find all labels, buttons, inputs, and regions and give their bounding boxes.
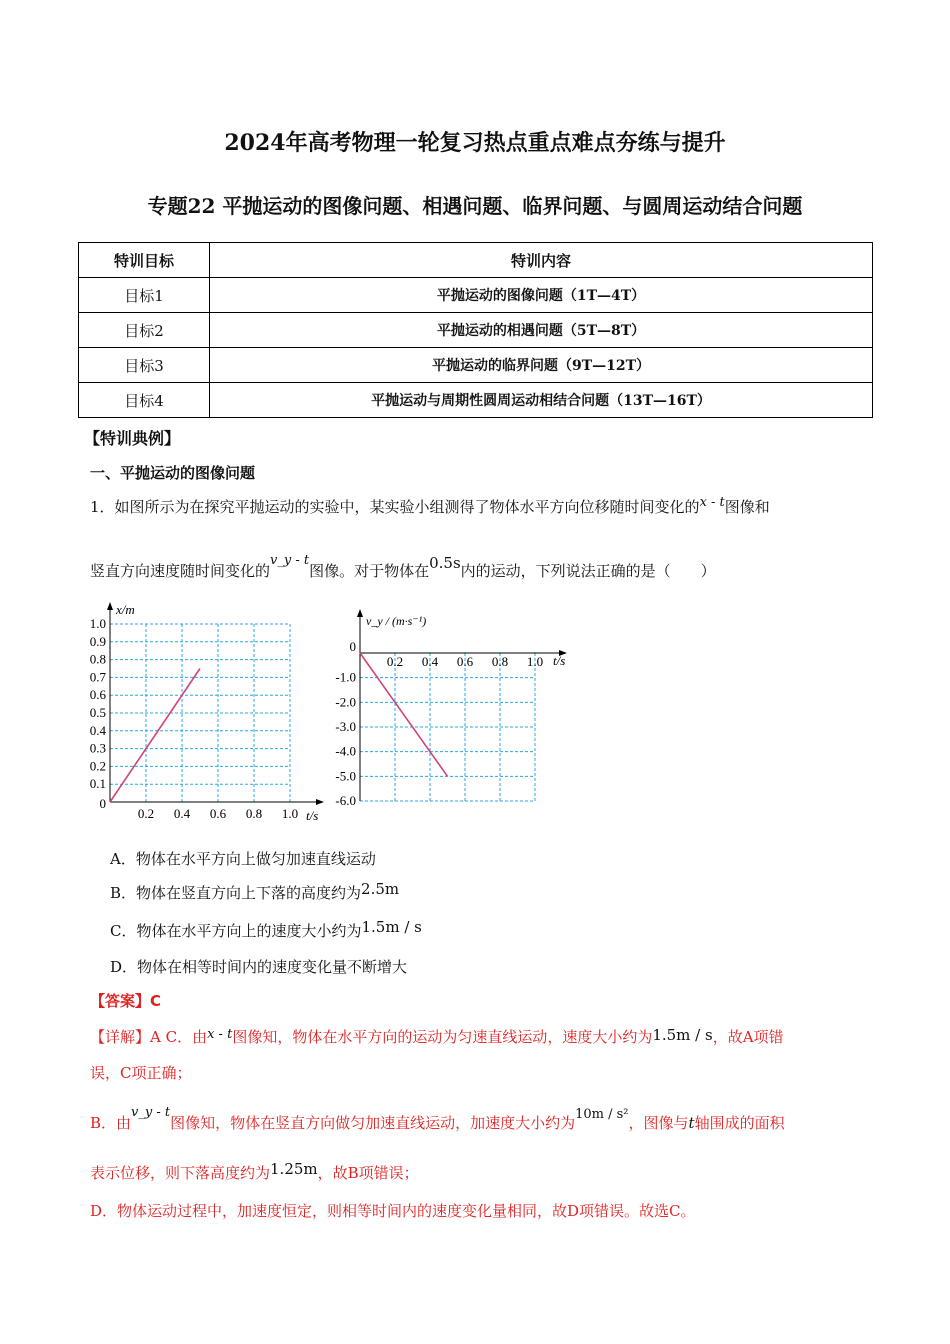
y-tick-label: 1.0 xyxy=(89,616,106,631)
option-c xyxy=(110,920,422,941)
detail-value: 10m / s² xyxy=(575,1107,629,1122)
y-tick-label: 0 xyxy=(349,639,356,654)
y-tick-label: -4.0 xyxy=(335,743,356,759)
detail-line-5: D．物体运动过程中，加速度恒定，则相等时间内的速度变化量相同，故D项错误。故选C。 xyxy=(90,1202,696,1220)
page-title: 2024年高考物理一轮复习热点重点难点夯练与提升 xyxy=(224,130,726,156)
x-axis-label: t/s xyxy=(306,808,319,823)
y-tick-label: -5.0 xyxy=(335,768,356,784)
math-x-t: x - t xyxy=(699,495,725,510)
option-d xyxy=(110,956,407,977)
x-axis-label: t/s xyxy=(553,653,566,668)
question-text: 1．如图所示为在探究平抛运动的实验中，某实验小组测得了物体水平方向位移随时间变化的 xyxy=(90,498,700,516)
table-cell-content: 平抛运动的相遇问题（5T—8T） xyxy=(210,313,873,348)
table-row xyxy=(79,348,873,383)
x-tick-label: 1.0 xyxy=(526,654,544,669)
question-line-1 xyxy=(90,496,870,520)
option-label: A．物体在水平方向上做匀加速直线运动 xyxy=(110,850,376,868)
option-value: 1.5m / s xyxy=(361,918,422,936)
y-tick-label: 0.7 xyxy=(89,669,106,685)
table-header-target: 特训目标 xyxy=(79,243,210,278)
table-cell-target: 目标2 xyxy=(79,313,210,348)
page-subtitle: 专题22 平抛运动的图像问题、相遇问题、临界问题、与圆周运动结合问题 xyxy=(147,194,803,218)
answer-label: 【答案】C xyxy=(90,992,162,1010)
y-tick-label: 0.1 xyxy=(89,776,106,792)
option-label: C．物体在水平方向上的速度大小约为 xyxy=(110,922,362,940)
x-tick-label: 0.4 xyxy=(173,806,191,821)
detail-text: 【详解】A C．由 xyxy=(90,1028,208,1046)
question-line-2 xyxy=(90,553,870,584)
x-tick-label: 1.0 xyxy=(281,806,299,821)
example-heading: 【特训典例】 xyxy=(84,429,181,448)
series-line xyxy=(110,669,200,803)
x-tick-label: 0.6 xyxy=(209,806,227,821)
option-b xyxy=(110,882,399,903)
y-tick-label: 0.5 xyxy=(89,705,106,720)
table-cell-content: 平抛运动与周期性圆周运动相结合问题（13T—16T） xyxy=(210,383,873,418)
x-t-chart xyxy=(80,600,330,825)
y-axis-arrow xyxy=(107,602,113,610)
detail-text: ，故B项错误； xyxy=(317,1164,419,1182)
x-tick-label: 0.8 xyxy=(491,654,509,669)
detail-text: 轴围成的面积 xyxy=(694,1114,785,1132)
question-text: 竖直方向速度随时间变化的 xyxy=(90,562,271,580)
table-cell-content: 平抛运动的临界问题（9T—12T） xyxy=(210,348,873,383)
detail-text: ，故A项错 xyxy=(712,1028,784,1046)
question-text: 内的运动，下列说法正确的是（ ） xyxy=(460,562,716,580)
detail-line-1 xyxy=(90,1026,870,1050)
y-tick-label: 0.4 xyxy=(89,722,106,738)
detail-var: t xyxy=(688,1114,695,1132)
detail-line-3 xyxy=(90,1105,870,1136)
x-tick-label: 0.2 xyxy=(137,806,155,821)
detail-value: 1.25m xyxy=(270,1160,318,1178)
y-tick-label: 0.3 xyxy=(89,740,106,756)
detail-line-2: 误，C项正确； xyxy=(90,1064,192,1082)
part-heading: 一、平抛运动的图像问题 xyxy=(90,464,256,482)
math-vy-t: v_y - t xyxy=(270,553,310,568)
y-tick-label: -2.0 xyxy=(335,694,356,710)
table-cell-target: 目标3 xyxy=(79,348,210,383)
y-tick-label: 0.6 xyxy=(89,687,106,703)
y-tick-label: 0 xyxy=(99,796,106,811)
y-tick-label: 0.8 xyxy=(89,651,106,667)
option-label: D．物体在相等时间内的速度变化量不断增大 xyxy=(110,958,408,976)
goals-table xyxy=(78,242,873,418)
y-axis-label: x/m xyxy=(116,602,135,617)
table-cell-target: 目标1 xyxy=(79,278,210,313)
detail-value: 1.5m / s xyxy=(652,1026,713,1044)
detail-text: B．由 xyxy=(90,1114,132,1132)
table-header-row xyxy=(79,243,873,278)
option-value: 2.5m xyxy=(361,880,400,898)
option-label: B．物体在竖直方向上下落的高度约为 xyxy=(110,884,362,902)
detail-text: 图像知，物体在水平方向的运动为匀速直线运动，速度大小约为 xyxy=(232,1028,653,1046)
detail-text: 表示位移，则下落高度约为 xyxy=(90,1164,271,1182)
y-tick-label: -1.0 xyxy=(335,669,356,685)
option-a xyxy=(110,848,376,869)
detail-text: ，图像与 xyxy=(628,1114,689,1132)
vy-t-chart xyxy=(325,605,585,805)
x-tick-label: 0.4 xyxy=(421,654,439,669)
x-axis-arrow xyxy=(316,799,324,805)
x-tick-label: 0.2 xyxy=(386,654,404,669)
table-row xyxy=(79,383,873,418)
y-axis-label: v_y / (m·s⁻¹) xyxy=(366,614,427,628)
question-text: 图像和 xyxy=(724,498,770,516)
y-tick-label: -6.0 xyxy=(335,793,356,805)
table-header-content: 特训内容 xyxy=(210,243,873,278)
y-tick-label: 0.2 xyxy=(89,758,106,774)
question-text: 图像。对于物体在 xyxy=(309,562,430,580)
x-tick-label: 0.6 xyxy=(456,654,474,669)
y-tick-label: -3.0 xyxy=(335,719,356,734)
y-axis-arrow xyxy=(357,609,363,617)
math-vy-t: v_y - t xyxy=(131,1105,171,1120)
detail-text: 图像知，物体在竖直方向做匀加速直线运动，加速度大小约为 xyxy=(170,1114,576,1132)
y-tick-label: 0.9 xyxy=(89,633,106,649)
series-line xyxy=(360,653,448,776)
x-tick-label: 0.8 xyxy=(245,806,263,821)
table-cell-target: 目标4 xyxy=(79,383,210,418)
detail-line-4 xyxy=(90,1162,870,1184)
table-cell-content: 平抛运动的图像问题（1T—4T） xyxy=(210,278,873,313)
time-value: 0.5s xyxy=(429,554,461,572)
math-x-t: x - t xyxy=(207,1027,233,1042)
table-row xyxy=(79,278,873,313)
table-row xyxy=(79,313,873,348)
